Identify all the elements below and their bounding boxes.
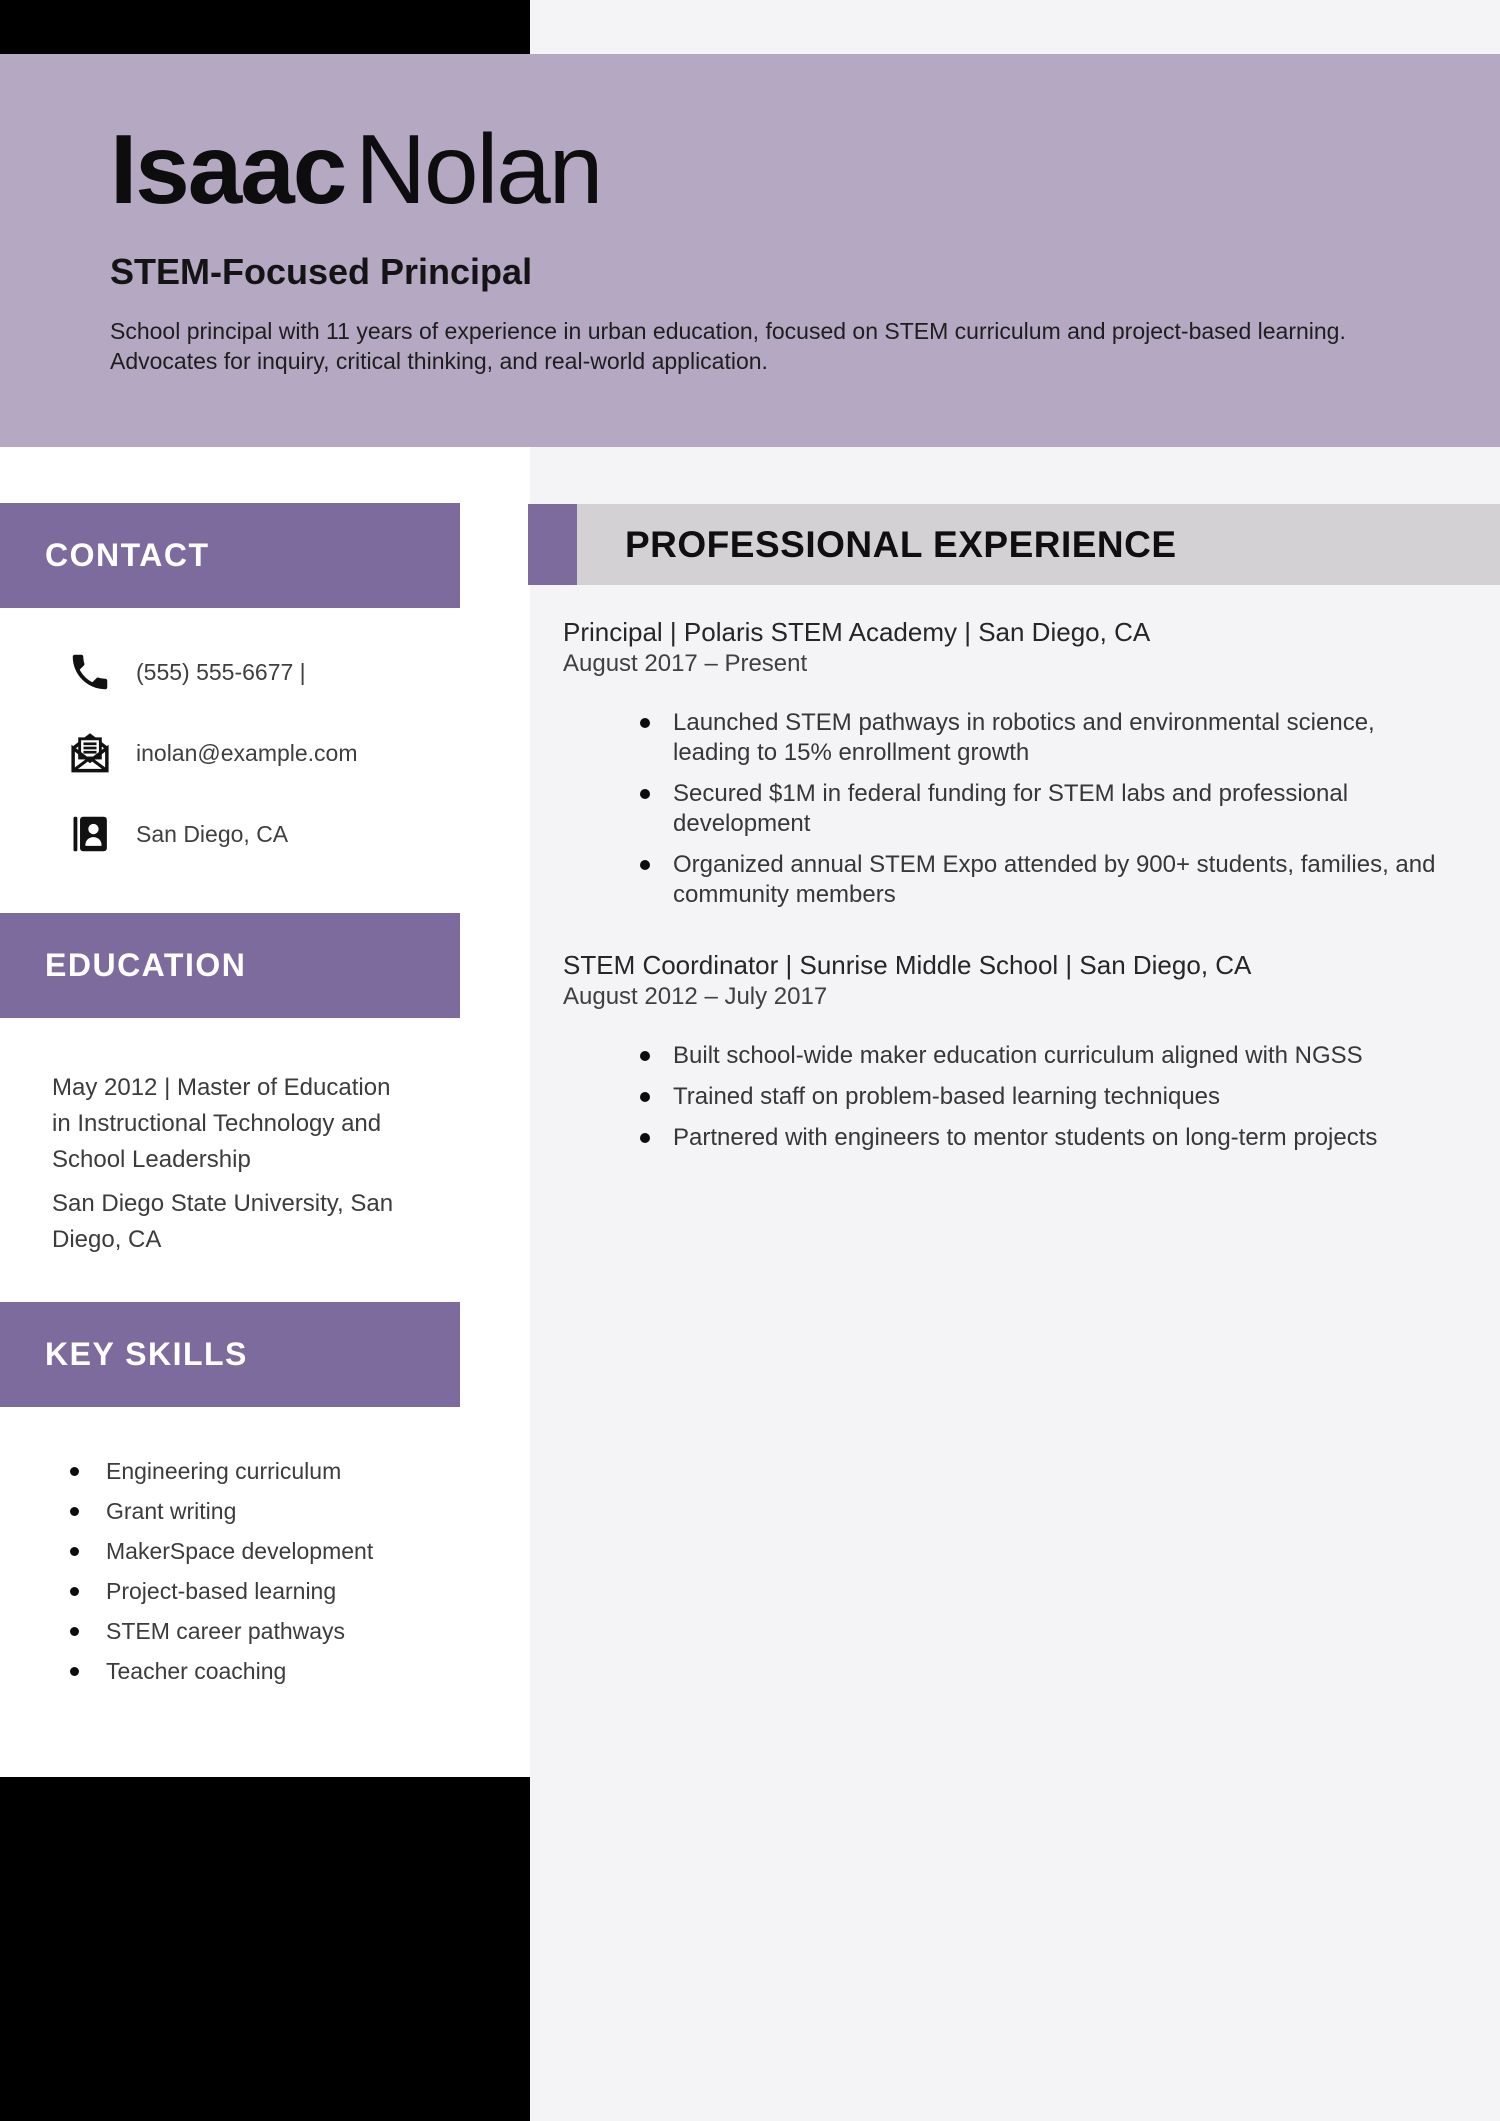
email-value: inolan@example.com: [136, 739, 358, 766]
education-degree: [52, 1070, 530, 1178]
bottom-black-block: [0, 1777, 530, 2121]
purple-accent-square: [528, 504, 577, 585]
education-degree-line: School Leadership: [52, 1146, 251, 1173]
skill-item: Grant writing: [66, 1491, 530, 1531]
experience-heading: PROFESSIONAL EXPERIENCE: [625, 523, 1177, 565]
last-name: Nolan: [355, 114, 602, 224]
phone-value: (555) 555-6677 |: [136, 658, 306, 685]
skills-heading: KEY SKILLS: [45, 1336, 248, 1372]
contact-row-phone: [0, 648, 530, 696]
contact-list: [0, 648, 530, 858]
job-entry: [563, 617, 1448, 910]
skill-item: Teacher coaching: [66, 1651, 530, 1691]
job-bullet-list: [640, 1041, 1455, 1153]
skill-item: MakerSpace development: [66, 1531, 530, 1571]
education-section-header: [0, 913, 460, 1018]
education-degree-line: in Instructional Technology and: [52, 1110, 382, 1137]
top-black-bar: [0, 0, 530, 54]
job-dates: August 2017 – Present: [563, 650, 808, 677]
education-school-line: San Diego State University, San: [52, 1190, 394, 1217]
skill-item: Project-based learning: [66, 1571, 530, 1611]
skills-section-header: [0, 1302, 460, 1407]
contact-row-location: [0, 810, 530, 858]
email-icon: [66, 729, 114, 777]
bullet-item: Launched STEM pathways in robotics and environmental science, leading to 15% enrollment growth: [640, 708, 1455, 768]
education-school-line: Diego, CA: [52, 1226, 162, 1253]
job-title: STEM Coordinator | Sunrise Middle School | San Diego, CA: [563, 950, 1252, 980]
skill-item: Engineering curriculum: [66, 1451, 530, 1491]
education-block: [0, 1070, 530, 1258]
bullet-item: Trained staff on problem-based learning techniques: [640, 1082, 1455, 1112]
job-bullet-list: [640, 708, 1455, 910]
job-entry: [563, 950, 1448, 1153]
experience-header-bar: [577, 504, 1500, 585]
contact-heading: CONTACT: [45, 537, 210, 573]
phone-icon: [66, 648, 114, 696]
contact-row-email: [0, 729, 530, 777]
location-value: San Diego, CA: [136, 820, 289, 847]
job-title: Principal | Polaris STEM Academy | San Diego, CA: [563, 617, 1151, 647]
experience-section-header: [530, 504, 1500, 585]
skills-list: [0, 1451, 530, 1691]
contact-section-header: [0, 503, 460, 608]
hero-header: [0, 54, 1500, 447]
bullet-item: Partnered with engineers to mentor students on long-term projects: [640, 1123, 1455, 1153]
job-dates: August 2012 – July 2017: [563, 983, 828, 1010]
candidate-job-title: STEM-Focused Principal: [110, 251, 533, 292]
location-contact-card-icon: [66, 810, 114, 858]
bullet-item: Secured $1M in federal funding for STEM labs and professional development: [640, 779, 1455, 839]
education-school: [52, 1186, 530, 1258]
first-name: Isaac: [110, 114, 346, 224]
bullet-item: Organized annual STEM Expo attended by 900+ students, families, and community members: [640, 850, 1455, 910]
education-degree-line: May 2012 | Master of Education: [52, 1074, 391, 1101]
candidate-summary: [110, 316, 1440, 376]
summary-line: Advocates for inquiry, critical thinking, and real-world application.: [110, 348, 768, 374]
sidebar: [0, 447, 530, 1777]
education-heading: EDUCATION: [45, 947, 247, 983]
summary-line: School principal with 11 years of experience in urban education, focused on STEM curriculum and project-based learning.: [110, 318, 1346, 344]
bullet-item: Built school-wide maker education curriculum aligned with NGSS: [640, 1041, 1455, 1071]
candidate-name: [110, 114, 1440, 224]
experience-column: [530, 447, 1500, 1164]
skill-item: STEM career pathways: [66, 1611, 530, 1651]
